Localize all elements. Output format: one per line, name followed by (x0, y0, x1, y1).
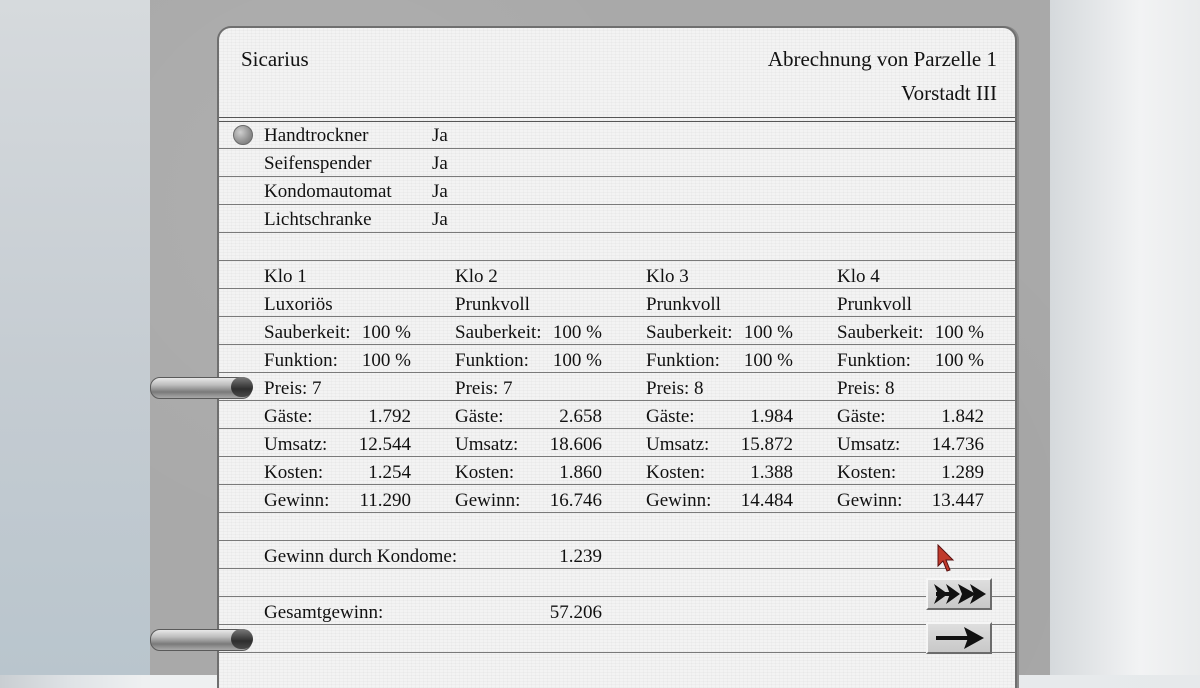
revenue-value: 12.544 (358, 434, 411, 455)
costs-value: 1.289 (941, 462, 984, 483)
profit-value: 14.484 (740, 490, 793, 511)
costs-label: Kosten: (646, 462, 706, 483)
condom-profit-value: 1.239 (559, 546, 602, 567)
ruled-line (219, 400, 1015, 401)
toilet-type: Luxoriös (264, 294, 333, 315)
ruled-line (219, 176, 1015, 177)
cleanliness-value: 100 % (743, 322, 793, 343)
equipment-label: Lichtschranke (264, 209, 372, 230)
condom-profit-label: Gewinn durch Kondome: (264, 546, 458, 567)
fast-forward-icon (928, 580, 990, 608)
total-profit-value: 57.206 (549, 602, 602, 623)
left-backdrop (0, 0, 150, 675)
function-label: Funktion: (646, 350, 720, 371)
function-value: 100 % (743, 350, 793, 371)
toilet-name: Klo 4 (837, 266, 880, 287)
costs-value: 1.388 (750, 462, 793, 483)
function-label: Funktion: (455, 350, 529, 371)
header-divider (219, 117, 1015, 118)
cleanliness-label: Sauberkeit: (264, 322, 351, 343)
ruled-line (219, 316, 1015, 317)
function-label: Funktion: (264, 350, 338, 371)
total-profit-label: Gesamtgewinn: (264, 602, 384, 623)
revenue-label: Umsatz: (646, 434, 710, 455)
revenue-value: 15.872 (740, 434, 793, 455)
profit-label: Gewinn: (455, 490, 521, 511)
guests-label: Gäste: (646, 406, 695, 427)
district-name: Vorstadt III (901, 81, 997, 105)
profit-label: Gewinn: (646, 490, 712, 511)
toilet-type: Prunkvoll (837, 294, 912, 315)
guests-value: 1.792 (368, 406, 411, 427)
costs-value: 1.254 (368, 462, 411, 483)
toilet-price: Preis: 7 (455, 378, 513, 399)
toilet-name: Klo 3 (646, 266, 689, 287)
guests-label: Gäste: (837, 406, 886, 427)
revenue-value: 18.606 (549, 434, 602, 455)
cleanliness-label: Sauberkeit: (837, 322, 924, 343)
binder-ring (150, 629, 252, 651)
ruled-line (219, 148, 1015, 149)
mouse-pointer-icon (937, 544, 957, 574)
profit-label: Gewinn: (264, 490, 330, 511)
equipment-value: Ja (432, 181, 448, 202)
ruled-line (219, 372, 1015, 373)
ruled-line (219, 540, 1015, 541)
binder-ring (150, 377, 252, 399)
selection-bullet-icon (233, 125, 253, 145)
right-backdrop (1050, 0, 1200, 675)
ruled-line (219, 456, 1015, 457)
ruled-line (219, 512, 1015, 513)
ruled-line (219, 484, 1015, 485)
guests-value: 2.658 (559, 406, 602, 427)
function-value: 100 % (552, 350, 602, 371)
costs-label: Kosten: (837, 462, 897, 483)
ruled-line (219, 204, 1015, 205)
guests-value: 1.842 (941, 406, 984, 427)
guests-label: Gäste: (264, 406, 313, 427)
ruled-line (219, 624, 1015, 625)
function-label: Funktion: (837, 350, 911, 371)
ruled-line (219, 428, 1015, 429)
toilet-price: Preis: 8 (837, 378, 895, 399)
revenue-label: Umsatz: (264, 434, 328, 455)
ruled-line (219, 652, 1015, 653)
ruled-line (219, 232, 1015, 233)
guests-value: 1.984 (750, 406, 793, 427)
profit-value: 11.290 (359, 490, 411, 511)
toilet-price: Preis: 8 (646, 378, 704, 399)
revenue-value: 14.736 (931, 434, 984, 455)
ruled-line (219, 288, 1015, 289)
arrow-right-icon (928, 624, 990, 652)
costs-label: Kosten: (455, 462, 515, 483)
next-button[interactable] (926, 622, 992, 654)
costs-label: Kosten: (264, 462, 324, 483)
toilet-type: Prunkvoll (455, 294, 530, 315)
revenue-label: Umsatz: (455, 434, 519, 455)
ruled-line (219, 596, 1015, 597)
ruled-line (219, 568, 1015, 569)
cleanliness-value: 100 % (361, 322, 411, 343)
guests-label: Gäste: (455, 406, 504, 427)
profit-value: 16.746 (549, 490, 602, 511)
function-value: 100 % (361, 350, 411, 371)
ruled-line (219, 344, 1015, 345)
toilet-name: Klo 1 (264, 266, 307, 287)
revenue-label: Umsatz: (837, 434, 901, 455)
player-name: Sicarius (241, 47, 309, 71)
toilet-price: Preis: 7 (264, 378, 322, 399)
toilet-name: Klo 2 (455, 266, 498, 287)
equipment-value: Ja (432, 125, 448, 146)
profit-label: Gewinn: (837, 490, 903, 511)
fast-forward-button[interactable] (926, 578, 992, 610)
report-title: Abrechnung von Parzelle 1 (767, 47, 997, 71)
ledger-page (217, 26, 1017, 688)
function-value: 100 % (934, 350, 984, 371)
cleanliness-label: Sauberkeit: (646, 322, 733, 343)
header-divider-2 (219, 121, 1015, 122)
equipment-label: Kondomautomat (264, 181, 392, 202)
costs-value: 1.860 (559, 462, 602, 483)
cleanliness-label: Sauberkeit: (455, 322, 542, 343)
equipment-value: Ja (432, 209, 448, 230)
ruled-line (219, 260, 1015, 261)
equipment-value: Ja (432, 153, 448, 174)
profit-value: 13.447 (931, 490, 984, 511)
cleanliness-value: 100 % (552, 322, 602, 343)
equipment-label: Seifenspender (264, 153, 372, 174)
cleanliness-value: 100 % (934, 322, 984, 343)
equipment-label: Handtrockner (264, 125, 369, 146)
toilet-type: Prunkvoll (646, 294, 721, 315)
